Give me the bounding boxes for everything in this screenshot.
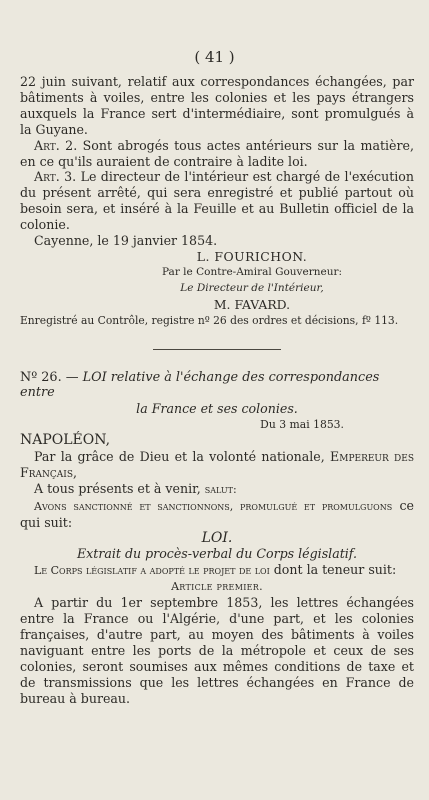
article-2-label: Art. 2. bbox=[34, 137, 78, 153]
article-2-text: Sont abrogés tous actes antérieurs sur la matière, en ce qu'ils auraient de contraire à ladite loi. bbox=[20, 137, 414, 169]
avons-end: ce qui suit: bbox=[20, 497, 414, 530]
page-body bbox=[20, 74, 414, 707]
salut-text: salut: bbox=[204, 482, 237, 496]
signature-name-2: M. FAVARD. bbox=[213, 296, 291, 312]
article-3 bbox=[20, 169, 414, 233]
corps-text: Le Corps législatif a adopté le projet de loi bbox=[34, 564, 270, 578]
all-present-line bbox=[20, 481, 414, 498]
law-number: Nº 26. — bbox=[20, 369, 79, 385]
signature-name: L. FOURICHON. bbox=[196, 248, 308, 264]
registry-line: Enregistré au Contrôle, registre nº 26 des ordres et décisions, fº 113. bbox=[20, 313, 399, 327]
napoleon-heading: NAPOLÉON, bbox=[20, 432, 111, 449]
date-line: Cayenne, le 19 janvier 1854. bbox=[34, 233, 218, 249]
law-title-line-2: la France et ses colonies. bbox=[136, 401, 298, 417]
corps-line bbox=[20, 562, 414, 579]
all-present-text: A tous présents et à venir, bbox=[34, 480, 201, 496]
law-date: Du 3 mai 1853. bbox=[260, 418, 344, 432]
article-premier-heading: Article premier. bbox=[171, 580, 263, 594]
grace-line bbox=[20, 449, 414, 481]
page-number: ( 41 ) bbox=[194, 48, 235, 66]
corps-end: dont la teneur suit: bbox=[273, 562, 397, 578]
avons-line bbox=[20, 498, 414, 531]
article-2 bbox=[20, 138, 414, 170]
section-divider bbox=[153, 349, 281, 350]
emperor-title: Empereur des Français, bbox=[20, 449, 414, 480]
avons-text: Avons sanctionné et sanctionnons, promulgué et promulguons bbox=[34, 499, 393, 513]
article-3-label: Art. 3. bbox=[34, 169, 77, 185]
law-title bbox=[20, 370, 414, 402]
signature-role: Le Directeur de l'Intérieur, bbox=[180, 281, 324, 294]
paragraph-continuation: 22 juin suivant, relatif aux correspondances échangées, par bâtiments à voiles, entre les colonies et les pays étrangers auxquels la France sert d'intermédiaire, sont promulgués à la Guyane. bbox=[20, 74, 414, 137]
extract-heading: Extrait du procès-verbal du Corps législatif. bbox=[76, 546, 358, 562]
grace-text: Par la grâce de Dieu et la volonté nationale, bbox=[34, 449, 325, 465]
law-title-line-1: LOI relative à l'échange des correspondances entre bbox=[20, 369, 380, 401]
article-3-text: Le directeur de l'intérieur est chargé de l'exécution du présent arrêté, qui sera enregistré et publié partout où besoin sera, et inséré à la Feuille et au Bulletin officiel de la colonie. bbox=[20, 169, 414, 233]
final-paragraph: A partir du 1er septembre 1853, les lettres échangées entre la France ou l'Algérie, d'une part, et les colonies françaises, d'autre part, au moyen des bâtiments à voiles naviguant entre les ports de la métropole et ceux de ses colonies, seront soumises aux mêmes conditions de taxe et de transmissions que les lettres échangées en France de bureau à bureau. bbox=[20, 595, 414, 706]
signature-by: Par le Contre-Amiral Gouverneur: bbox=[161, 265, 343, 278]
loi-heading: LOI. bbox=[201, 529, 233, 546]
